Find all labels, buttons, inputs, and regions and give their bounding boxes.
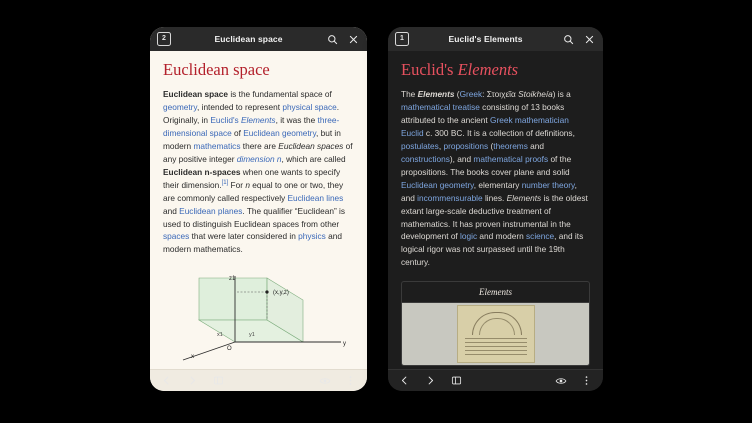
back-icon[interactable]	[398, 374, 411, 387]
link-mathematical-proofs[interactable]: mathematical proofs	[473, 153, 549, 164]
link-mathematics[interactable]: mathematics	[193, 140, 241, 151]
manuscript-page	[457, 305, 535, 363]
forward-icon[interactable]	[186, 374, 199, 387]
tab-count-badge-right[interactable]: 1	[395, 32, 409, 46]
svg-text:(x,y,z): (x,y,z)	[273, 290, 289, 297]
search-icon[interactable]	[326, 33, 339, 46]
overflow-menu-icon[interactable]	[580, 374, 593, 387]
sidebar-icon[interactable]	[212, 374, 225, 387]
link-euclidean-geometry[interactable]: Euclidean geometry	[401, 179, 474, 190]
link-euclidean-geometry[interactable]: Euclidean geometry	[243, 127, 316, 138]
link-euclids-elements[interactable]: Euclid's Elements	[210, 115, 276, 126]
article-paragraph-left: Euclidean space is the fundamental space of geometry, intended to represent physical space. Originally, in Euclid's Elements, it was the three-dimensional space of Euclidean geometry, but in modern mathematics there are Euclidean spaces of any positive integer dimension n, which are called Euclidean n-spaces when one wants to specify their dimension.[1] For n equal to one or two, they are commonly called respectively Euclidean lines and Euclidean planes. The qualifier “Euclidean” is used to distinguish Euclidean spaces from other spaces that were later considered in physics and modern mathematics.	[163, 89, 353, 255]
back-icon[interactable]	[160, 374, 173, 387]
page-title: Euclidean space	[163, 60, 270, 79]
svg-text:y1: y1	[249, 332, 255, 339]
citation-ref-1[interactable]: [1]	[221, 179, 229, 186]
svg-text:O: O	[227, 346, 232, 353]
link-greek[interactable]: Greek	[459, 89, 483, 100]
titlebar-right	[388, 27, 603, 51]
link-mathematical-treatise[interactable]: mathematical treatise	[401, 102, 480, 113]
link-propositions[interactable]: propositions	[443, 140, 489, 151]
article-content-left[interactable]	[150, 51, 367, 369]
link-logic[interactable]: logic	[460, 231, 478, 242]
article-content-right[interactable]	[388, 51, 603, 369]
forward-icon[interactable]	[424, 374, 437, 387]
article-paragraph-right: The Elements (Greek: Στοιχεῖα Stoikheía) is a mathematical treatise consisting of 13 books attributed to the ancient Greek mathematician Euclid c. 300 BC. It is a collection of definitions, postulates, propositions (theorems and constructions), and mathematical proofs of the propositions. The books cover plane and solid Euclidean geometry, elementary number theory, and incommensurable lines. Elements is the oldest extant large-scale deductive treatment of mathematics. It has proven instrumental in the development of logic and modern science, and its logical rigor was not surpassed until the 19th century.	[401, 89, 588, 268]
close-icon[interactable]	[347, 33, 360, 46]
link-physics[interactable]: physics	[298, 231, 326, 242]
link-euclidean-planes[interactable]: Euclidean planes	[179, 205, 243, 216]
figure-caption: Elements	[402, 282, 589, 303]
link-theorems[interactable]: theorems	[493, 140, 528, 151]
eye-icon[interactable]	[554, 374, 567, 387]
figure-card-elements[interactable]	[401, 281, 590, 366]
figure-image-manuscript	[402, 303, 589, 365]
close-icon[interactable]	[583, 33, 596, 46]
window-euclidean-space[interactable]	[150, 27, 367, 391]
window-title-right: Euclid's Elements	[448, 34, 523, 44]
window-euclids-elements[interactable]	[388, 27, 603, 391]
titlebar-left	[150, 27, 367, 51]
svg-text:x1: x1	[217, 332, 223, 339]
link-three-dimensional-space[interactable]: three-dimensional space	[163, 115, 340, 138]
titlebar-icons-left	[326, 33, 360, 46]
window-title-left: Euclidean space	[214, 34, 283, 44]
figure-3d-coordinate-axes	[163, 270, 354, 362]
link-euclidean-lines[interactable]: Euclidean lines	[287, 192, 344, 203]
sidebar-icon[interactable]	[450, 374, 463, 387]
titlebar-icons-right	[562, 33, 596, 46]
link-constructions[interactable]: constructions	[401, 153, 450, 164]
link-physical-space[interactable]: physical space	[282, 102, 337, 113]
link-number-theory[interactable]: number theory	[521, 179, 575, 190]
link-euclid[interactable]: Euclid	[401, 127, 424, 138]
svg-text:x: x	[191, 354, 194, 361]
eye-icon[interactable]	[318, 374, 331, 387]
link-greek-mathematician[interactable]: Greek mathematician	[490, 115, 569, 126]
link-incommensurable[interactable]: incommensurable	[417, 192, 483, 203]
svg-text:y: y	[343, 341, 346, 348]
svg-text:z1: z1	[229, 276, 236, 283]
bottombar-right	[388, 369, 603, 391]
link-postulates[interactable]: postulates	[401, 140, 439, 151]
link-dimension-n[interactable]: dimension n	[236, 153, 282, 164]
bottombar-left	[150, 369, 367, 391]
link-spaces[interactable]: spaces	[163, 231, 190, 242]
page-title: Euclid's Elements	[401, 60, 519, 79]
overflow-menu-icon[interactable]	[344, 374, 357, 387]
link-geometry[interactable]: geometry	[163, 102, 197, 113]
link-science[interactable]: science	[526, 231, 555, 242]
tab-count-badge-left[interactable]: 2	[157, 32, 171, 46]
search-icon[interactable]	[562, 33, 575, 46]
